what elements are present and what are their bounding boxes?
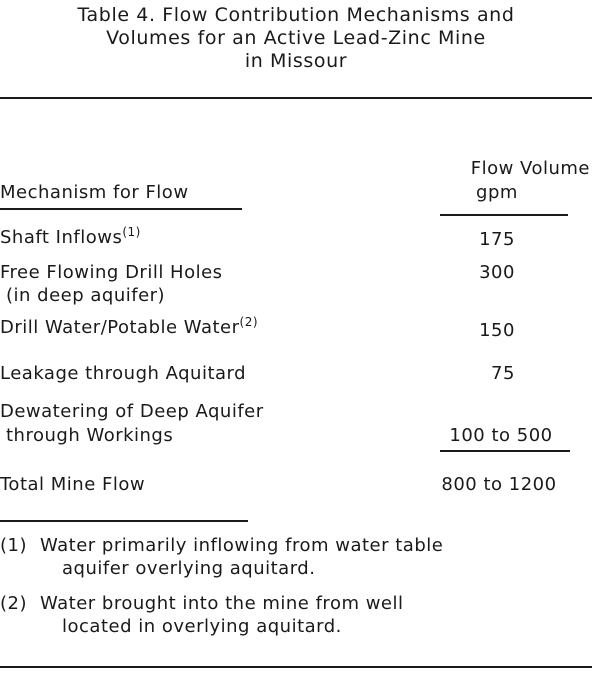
title-line-2: Volumes for an Active Lead-Zinc Mine bbox=[106, 27, 486, 49]
table-title bbox=[0, 4, 592, 73]
table-row-3-value: 150 bbox=[479, 320, 515, 341]
total-value: 800 to 1200 bbox=[441, 474, 557, 495]
row-3-label: Drill Water/Potable Water bbox=[0, 317, 240, 338]
footnote-1-line1: Water primarily inflowing from water table bbox=[40, 535, 444, 556]
row-3-footnote-mark: (2) bbox=[239, 315, 259, 329]
table-row-5-mechanism: Dewatering of Deep Aquifer bbox=[0, 401, 264, 422]
footnote-1-line2: aquifer overlying aquitard. bbox=[62, 558, 316, 579]
header-underline-right bbox=[440, 214, 568, 216]
footnote-2-mark: (2) bbox=[0, 593, 27, 614]
footnote-1-mark: (1) bbox=[0, 535, 27, 556]
footnote-2-line2: located in overlying aquitard. bbox=[62, 616, 342, 637]
footnote-rule bbox=[0, 520, 248, 522]
row-1-footnote-mark: (1) bbox=[122, 225, 141, 239]
bottom-rule bbox=[0, 666, 592, 668]
header-gpm: gpm bbox=[476, 182, 518, 203]
table-row-1-mechanism bbox=[0, 227, 141, 249]
row-1-label: Shaft Inflows bbox=[0, 227, 123, 248]
table-row-2-value: 300 bbox=[479, 262, 515, 283]
table-row-2-mechanism: Free Flowing Drill Holes bbox=[0, 262, 223, 283]
header-mechanism: Mechanism for Flow bbox=[0, 182, 189, 203]
table-row-3-mechanism bbox=[0, 317, 258, 339]
table-row-5-mechanism-line2: through Workings bbox=[6, 425, 174, 446]
table-row-1-value: 175 bbox=[479, 229, 515, 250]
footnote-2-line1: Water brought into the mine from well bbox=[40, 593, 404, 614]
subtotal-underline bbox=[440, 450, 570, 452]
title-line-1: Table 4. Flow Contribution Mechanisms and bbox=[77, 4, 515, 26]
table-row-4-mechanism: Leakage through Aquitard bbox=[0, 363, 247, 384]
total-label: Total Mine Flow bbox=[0, 474, 146, 495]
top-rule bbox=[0, 97, 592, 99]
table-row-4-value: 75 bbox=[491, 363, 515, 384]
table-row-2-mechanism-line2: (in deep aquifer) bbox=[6, 285, 166, 306]
header-underline-left bbox=[0, 208, 242, 210]
title-line-3: in Missour bbox=[244, 50, 348, 72]
table-row-5-value: 100 to 500 bbox=[449, 425, 553, 446]
header-flow-volume: Flow Volume bbox=[470, 158, 590, 179]
